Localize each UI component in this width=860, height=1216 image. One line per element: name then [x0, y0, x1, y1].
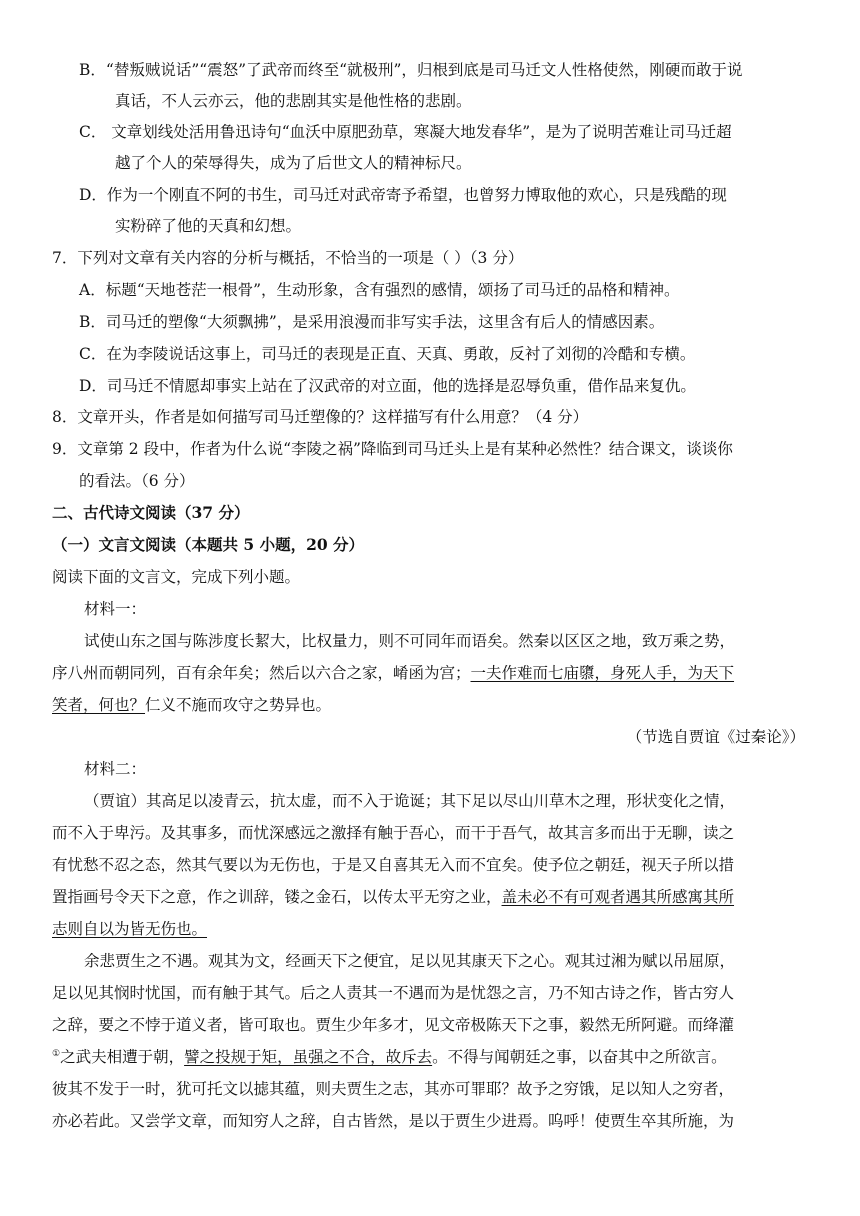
q6-option-d-line1: D．作为一个刚直不阿的书生，司马迁对武帝寄予希望，也曾努力博取他的欢心，只是残酷的现	[79, 186, 727, 204]
q7-option-b: B．司马迁的塑像“大须飘拂”，是采用浪漫而非写实手法，这里含有后人的情感因素。	[79, 313, 665, 331]
material1-line1: 试使山东之国与陈涉度长絜大，比权量力，则不可同年而语矣。然秦以区区之地，致万乘之势，	[84, 632, 736, 650]
material2-underlined-sentence-part1: 盖未必不有可观者遇其所感寓其所	[501, 888, 735, 906]
material1-line3	[0, 694, 860, 716]
q7-stem: 7．下列对文章有关内容的分析与概括，不恰当的一项是（ ）（3 分）	[52, 249, 524, 267]
material2-para2-line1: 余悲贾生之不遇。观其为文，经画天下之便宜，足以见其康天下之心。观其过湘为赋以吊屈原，	[84, 952, 736, 970]
footnote-marker: ①	[52, 1048, 61, 1059]
material2-line1: （贾谊）其高足以凌青云，抗太虚，而不入于诡诞；其下足以尽山川草木之理，形状变化之情，	[84, 792, 736, 810]
q7-option-d: D．司马迁不情愿却事实上站在了汉武帝的对立面，他的选择是忍辱负重，借作品来复仇。	[79, 377, 696, 395]
q6-option-d-line2: 实粉碎了他的天真和幻想。	[115, 217, 302, 235]
material2-para2-line3: 之辞，要之不悖于道义者，皆可取也。贾生少年多才，见文帝极陈天下之事，毅然无所阿避。而绛灌	[52, 1016, 735, 1034]
q7-option-c: C．在为李陵说话这事上，司马迁的表现是正直、天真、勇敢，反衬了刘彻的冷酷和专横。	[79, 345, 696, 363]
material2-para2-line4-text-b: 。不得与闻朝廷之事，以奋其中之所欲言。	[432, 1048, 727, 1066]
material2-underlined-sentence-3: 譬之投规于矩，虽强之不合，故斥去	[184, 1048, 433, 1066]
material1-line2	[0, 662, 860, 684]
material2-line4	[0, 886, 860, 908]
q6-option-b-line2: 真话，不人云亦云，他的悲剧其实是他性格的悲剧。	[115, 92, 472, 110]
section-title: 二、古代诗文阅读（37 分）	[52, 503, 250, 522]
material2-underlined-sentence-part2: 志则自以为皆无伤也。	[52, 920, 208, 938]
q6-option-c-line1: C． 文章划线处活用鲁迅诗句“血沃中原肥劲草，寒凝大地发春华”，是为了说明苦难让司马迁超	[79, 123, 732, 141]
material2-para2-line6: 亦必若此。又尝学文章，而知穷人之辞，自古皆然，是以于贾生少进焉。呜呼！使贾生卒其所施，为	[52, 1112, 735, 1130]
material2-line2: 而不入于卑污。及其事多，而忧深感远之激择有触于吾心，而干于吾气，故其言多而出于无聊，读之	[52, 824, 735, 842]
material2-line4-text: 置指画号令天下之意，作之训辞，镂之金石，以传太平无穷之业，	[52, 888, 502, 906]
material1-label: 材料一：	[84, 600, 147, 618]
q9-line2: 的看法。（6 分）	[79, 472, 195, 490]
material2-para2-line4-text-a: 之武夫相遭于朝，	[60, 1048, 185, 1066]
material1-line3-text: 仁义不施而攻守之势异也。	[145, 696, 332, 714]
material1-underlined-sentence-part1: 一夫作难而七庙隳，身死人手，为天下	[470, 664, 735, 682]
material1-underlined-sentence-part2: 笑者，何也？	[52, 696, 146, 714]
material2-line3: 有忧愁不忍之态，然其气要以为无伤也，于是又自喜其无入而不宜矣。使予位之朝廷，视天子所以措	[52, 856, 735, 874]
q9-line1: 9．文章第 2 段中，作者为什么说“李陵之祸”降临到司马迁头上是有某种必然性？结合课文，谈谈你	[52, 440, 733, 458]
instruction: 阅读下面的文言文，完成下列小题。	[52, 568, 301, 586]
subsection-title: （一）文言文阅读（本题共 5 小题，20 分）	[52, 535, 365, 554]
material2-para2-line5: 彼其不发于一时，犹可托文以摅其蕴，则夫贾生之志，其亦可罪耶？故予之穷饿，足以知人之穷者，	[52, 1080, 735, 1098]
material2-label: 材料二：	[84, 760, 147, 778]
q7-option-a: A．标题“天地苍茫一根骨”，生动形象，含有强烈的感情，颂扬了司马迁的品格和精神。	[79, 281, 680, 299]
q6-option-b-line1: B．“替叛贼说话”“震怒”了武帝而终至“就极刑”，归根到底是司马迁文人性格使然，刚硬而敢于说	[79, 61, 743, 79]
q8: 8．文章开头，作者是如何描写司马迁塑像的？这样描写有什么用意？（4 分）	[52, 408, 589, 426]
material2-line5	[0, 918, 860, 940]
material2-para2-line4	[0, 1046, 860, 1068]
q6-option-c-line2: 越了个人的荣辱得失，成为了后世文人的精神标尺。	[115, 154, 472, 172]
material1-line2-text: 序八州而朝同列，百有余年矣；然后以六合之家，崤函为宫；	[52, 664, 471, 682]
material2-para2-line2: 足以见其悯时忧国，而有触于其气。后之人责其一不遇而为是忧怨之言，乃不知古诗之作，皆古穷人	[52, 984, 735, 1002]
material1-source: （节选自贾谊《过秦论》）	[626, 728, 805, 746]
